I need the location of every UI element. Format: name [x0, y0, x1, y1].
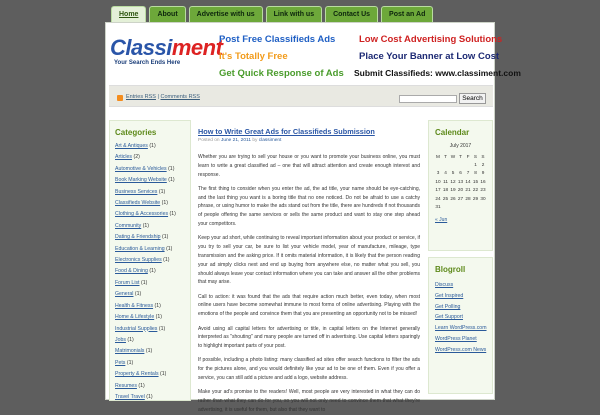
calendar-week — [434, 160, 487, 168]
calendar-day: 3 — [436, 170, 440, 176]
category-item — [115, 301, 190, 312]
calendar-day: 28 — [465, 195, 471, 201]
category-count: (1) — [134, 291, 142, 298]
nav-tab-contact-us[interactable]: Contact Us — [325, 6, 378, 23]
category-link[interactable]: Clothing & Accessories — [115, 211, 169, 218]
category-link[interactable]: Classifieds Website — [115, 200, 161, 207]
calendar-day — [457, 202, 465, 210]
post-date-link[interactable]: June 21, 2011 — [220, 138, 251, 143]
nav-tab-advertise-with-us[interactable]: Advertise with us — [189, 6, 263, 23]
category-count: (1) — [140, 279, 148, 286]
calendar-day — [434, 160, 442, 168]
search-button[interactable]: Search — [459, 93, 486, 104]
category-link[interactable]: Health & Fitness — [115, 302, 154, 309]
banner-ad-place-banner[interactable]: Place Your Banner at Low Cost — [359, 51, 500, 62]
blogroll-list — [429, 280, 492, 356]
post-paragraph: Keep your ad short, while continuing to reveal important information about your product or service, if you try to sell your car, be sure to list your vehicle model, year of manufacture, mileage, type transmission and the asking price. If it omits material information, it is likely that the person reading your ad simply clicks next and end up buying from anywhere else, no matter what you sell, you should always leave your contact information where you can take and answer all the other problems that may arise. — [198, 235, 420, 286]
category-item — [115, 198, 190, 209]
calendar-day: 26 — [450, 195, 456, 201]
banner-ad-free-ads[interactable]: Post Free Classifieds Ads — [219, 34, 336, 45]
post-paragraph: Call to action: it was found that the ads that require action much better, even today, when most online users have become somewhat immune to most forms of online advertising. Playing with the emotions of the people and convince them that you are presenting an opportunity not to be missed! — [198, 293, 420, 318]
calendar-weekday: S — [481, 153, 485, 159]
blogroll-link[interactable]: Get Polling — [435, 303, 461, 310]
category-link[interactable]: Art & Antiques — [115, 143, 148, 149]
calendar-day — [442, 202, 450, 210]
category-count: (1) — [161, 200, 168, 207]
category-item — [115, 187, 190, 198]
category-count: (2) — [133, 154, 140, 161]
category-count: (1) — [163, 257, 170, 264]
post-meta — [198, 138, 420, 143]
calendar-widget — [428, 120, 493, 251]
category-link[interactable]: Electronics Supplies — [115, 257, 162, 264]
category-item — [115, 232, 190, 243]
calendar-day — [464, 160, 472, 168]
calendar-day — [479, 202, 487, 210]
calendar-day: 2 — [481, 162, 485, 168]
calendar-day: 8 — [474, 170, 477, 176]
main-content — [194, 120, 424, 413]
calendar-day: 25 — [442, 195, 449, 201]
calendar-day: 30 — [480, 195, 486, 201]
calendar-day — [442, 160, 450, 168]
calendar-day: 6 — [459, 170, 462, 176]
top-navigation — [111, 6, 433, 23]
category-item — [115, 358, 190, 369]
calendar-day: 16 — [480, 178, 486, 184]
blogroll-link[interactable]: WordPress.com News — [435, 346, 487, 353]
entries-rss-link[interactable]: Entries RSS — [126, 94, 156, 100]
calendar-day: 5 — [451, 170, 455, 176]
calendar-heading: Calendar — [435, 128, 470, 137]
calendar-weekday: S — [473, 153, 478, 159]
calendar-day: 10 — [435, 178, 441, 184]
blogroll-widget — [428, 257, 493, 394]
category-count: (1) — [168, 177, 175, 184]
banner-ad-low-cost[interactable]: Low Cost Advertising Solutions — [359, 34, 503, 45]
category-item — [115, 392, 190, 403]
calendar-day: 19 — [450, 187, 456, 193]
category-link[interactable]: Dating & Friendship — [115, 234, 161, 241]
category-item — [115, 209, 190, 220]
blogroll-link[interactable]: WordPress Planet — [435, 335, 477, 342]
post-paragraph: Make your ad's promise to the readers! Well, most people are very interested in what they can do rather than what they can do for you, so you will not only need to convince them that what they're advertising, it is useful for them, but also that they want to — [198, 389, 420, 413]
category-count: (1) — [160, 371, 167, 378]
category-count: (1) — [154, 302, 161, 309]
calendar-day: 20 — [457, 187, 464, 193]
category-item — [115, 244, 190, 255]
category-count: (1) — [138, 382, 145, 389]
calendar-day: 23 — [480, 187, 486, 193]
post-paragraph: Avoid using all capital letters for advertising or title, in capital letters on the Internet generally interpreted as "shouting" and many people are turned off in advertising. Use capital letters sparingly to highlight important parts of your post. — [198, 325, 420, 350]
category-item — [115, 346, 190, 357]
banner-ad-quick-response[interactable]: Get Quick Response of Ads — [219, 68, 344, 79]
calendar-day: 24 — [435, 195, 441, 201]
category-item — [115, 266, 190, 277]
site-header — [109, 24, 521, 85]
calendar-day — [457, 160, 465, 168]
category-link[interactable]: Articles — [115, 154, 133, 161]
calendar-day: 14 — [465, 178, 471, 184]
category-count: (1) — [168, 165, 175, 172]
category-link[interactable]: Matrimonials — [115, 348, 145, 355]
calendar-weekday: T — [444, 153, 447, 159]
category-count: (1) — [149, 268, 156, 275]
banner-ad-submit[interactable]: Submit Classifieds: www.classiment.com — [354, 68, 521, 78]
calendar-day: 12 — [450, 178, 456, 184]
category-item — [115, 381, 190, 392]
calendar-day: 11 — [443, 178, 448, 184]
rss-links — [126, 94, 200, 100]
banner-ad-totally-free[interactable]: It's Totally Free — [219, 51, 288, 62]
calendar-weekday: M — [436, 153, 440, 159]
post-paragraph: Whether you are trying to sell your house or you want to promote your business online, you must learn to write a great classified ad – one that will attract attention and create enough interest and response. — [198, 154, 420, 178]
site-logo[interactable] — [110, 37, 222, 66]
calendar-weekday: W — [450, 153, 456, 159]
category-item — [115, 152, 190, 163]
calendar-day — [472, 202, 480, 210]
category-item — [115, 369, 190, 380]
rss-icon — [117, 95, 123, 101]
category-link[interactable]: Forum List — [115, 279, 140, 286]
category-link[interactable]: Book Marking Website — [115, 177, 167, 184]
calendar-day: 31 — [435, 204, 441, 210]
category-count: (1) — [158, 325, 166, 332]
category-link[interactable]: Food & Dining — [115, 268, 148, 275]
post-body — [198, 153, 420, 415]
category-item — [115, 335, 190, 346]
logo-accent: ment — [171, 35, 223, 60]
category-item — [115, 289, 190, 300]
blogroll-link[interactable]: Get Support — [435, 314, 463, 321]
blogroll-heading: Blogroll — [435, 265, 466, 274]
logo-text — [110, 37, 222, 59]
calendar-week — [434, 186, 487, 194]
category-link[interactable]: General — [115, 291, 134, 298]
category-link[interactable]: Jobs — [115, 336, 126, 343]
categories-list — [110, 141, 190, 403]
calendar-week — [434, 177, 487, 185]
category-link[interactable]: Community — [115, 222, 142, 229]
logo-main: Classi — [110, 35, 172, 60]
calendar-day: 9 — [481, 170, 485, 176]
calendar-week — [434, 169, 487, 177]
calendar-day — [464, 202, 472, 210]
blogroll-link[interactable]: Get Inspired — [435, 292, 464, 299]
calendar-day: 13 — [457, 178, 464, 184]
categories-heading: Categories — [115, 128, 157, 137]
category-count: (1) — [158, 188, 166, 195]
calendar-prev-month-link[interactable]: « Jun — [435, 216, 448, 223]
blogroll-link[interactable]: Learn WordPress.com — [435, 325, 487, 332]
post-paragraph: If possible, including a photo listing: many classified ad sites offer search functions to filter the ads for the pictures alone, and you would definitely like your ad to be one of them. Even if you offer a service, you can still add a picture and add a logo, website address. — [198, 357, 420, 382]
rss-separator: | — [155, 94, 161, 100]
category-count: (1) — [149, 143, 156, 149]
calendar-day: 15 — [472, 178, 479, 184]
blogroll-link[interactable]: Discuss — [435, 282, 454, 288]
category-count: (1) — [142, 222, 150, 229]
post-author-link[interactable]: classiment — [258, 138, 282, 143]
category-link[interactable]: Education & Learning — [115, 245, 165, 252]
category-link[interactable]: Industrial Supplies — [115, 325, 158, 332]
category-count: (1) — [166, 245, 173, 252]
nav-tab-post-an-ad[interactable]: Post an Ad — [381, 6, 433, 23]
post-title[interactable]: How to Write Great Ads for Classifieds Submission — [198, 127, 375, 136]
category-link[interactable]: Resumes — [115, 382, 137, 389]
category-link[interactable]: Pets — [115, 359, 126, 366]
category-count: (1) — [169, 211, 176, 218]
site-tagline: Your Search Ends Here — [114, 60, 181, 66]
category-link[interactable]: Automotive & Vehicles — [115, 165, 167, 172]
category-link[interactable]: Property & Rentals — [115, 371, 159, 378]
comments-rss-link[interactable]: Comments RSS — [160, 94, 200, 100]
calendar-day: 21 — [465, 187, 471, 193]
post-paragraph: The first thing to consider when you enter the ad, the ad title, your name should be eye-catching, and the last thing you want is a boring title that no one noticed. Do not be afraid to use a catchy phrase, or using humor to make the ads stand out from the title, there are hundreds if not thousands of people offering the same services or sells the same product and want to stay one step ahead your competitors. — [198, 185, 420, 228]
nav-tab-home[interactable]: Home — [111, 6, 146, 23]
calendar-day — [449, 202, 457, 210]
category-item — [115, 324, 190, 335]
calendar-day: 7 — [466, 170, 470, 176]
nav-tab-about[interactable]: About — [149, 6, 185, 23]
post-meta-prefix: Posted on — [198, 138, 221, 143]
calendar-day: 27 — [457, 195, 464, 201]
calendar-days — [434, 160, 487, 210]
calendar-weekday: T — [459, 153, 462, 159]
calendar-week — [434, 202, 487, 210]
category-count: (1) — [126, 359, 134, 366]
site-wrapper — [105, 22, 521, 413]
category-item — [115, 278, 190, 289]
calendar-day: 1 — [474, 162, 477, 168]
calendar-day: 22 — [472, 187, 479, 193]
calendar-day: 18 — [442, 187, 449, 193]
category-count: (1) — [145, 348, 153, 355]
category-count: (1) — [155, 314, 163, 321]
category-count: (1) — [146, 393, 153, 400]
calendar-day: 4 — [444, 170, 447, 176]
category-count: (1) — [162, 234, 169, 241]
calendar-day: 17 — [435, 187, 441, 193]
calendar-weekdays — [434, 152, 487, 160]
calendar-day: 29 — [472, 195, 479, 201]
nav-tab-link-with-us[interactable]: Link with us — [266, 6, 322, 23]
category-item — [115, 164, 190, 175]
category-item — [115, 255, 190, 266]
post-meta-by: by — [251, 138, 259, 143]
calendar-week — [434, 194, 487, 202]
calendar-day — [449, 160, 457, 168]
calendar-table — [434, 152, 487, 211]
rss-bar — [109, 85, 493, 107]
category-link[interactable]: Home & Lifestyle — [115, 314, 155, 321]
category-count: (1) — [127, 336, 134, 343]
category-item — [115, 221, 190, 232]
category-link[interactable]: Business Services — [115, 188, 158, 195]
right-sidebar — [428, 120, 493, 401]
calendar-month: July 2017 — [449, 143, 472, 149]
category-item — [115, 141, 190, 152]
category-link[interactable]: Travel Travel — [115, 393, 145, 400]
search-input[interactable] — [399, 95, 457, 103]
calendar-weekday: F — [466, 153, 470, 159]
categories-sidebar — [109, 120, 191, 401]
category-item — [115, 175, 190, 186]
category-item — [115, 312, 190, 323]
